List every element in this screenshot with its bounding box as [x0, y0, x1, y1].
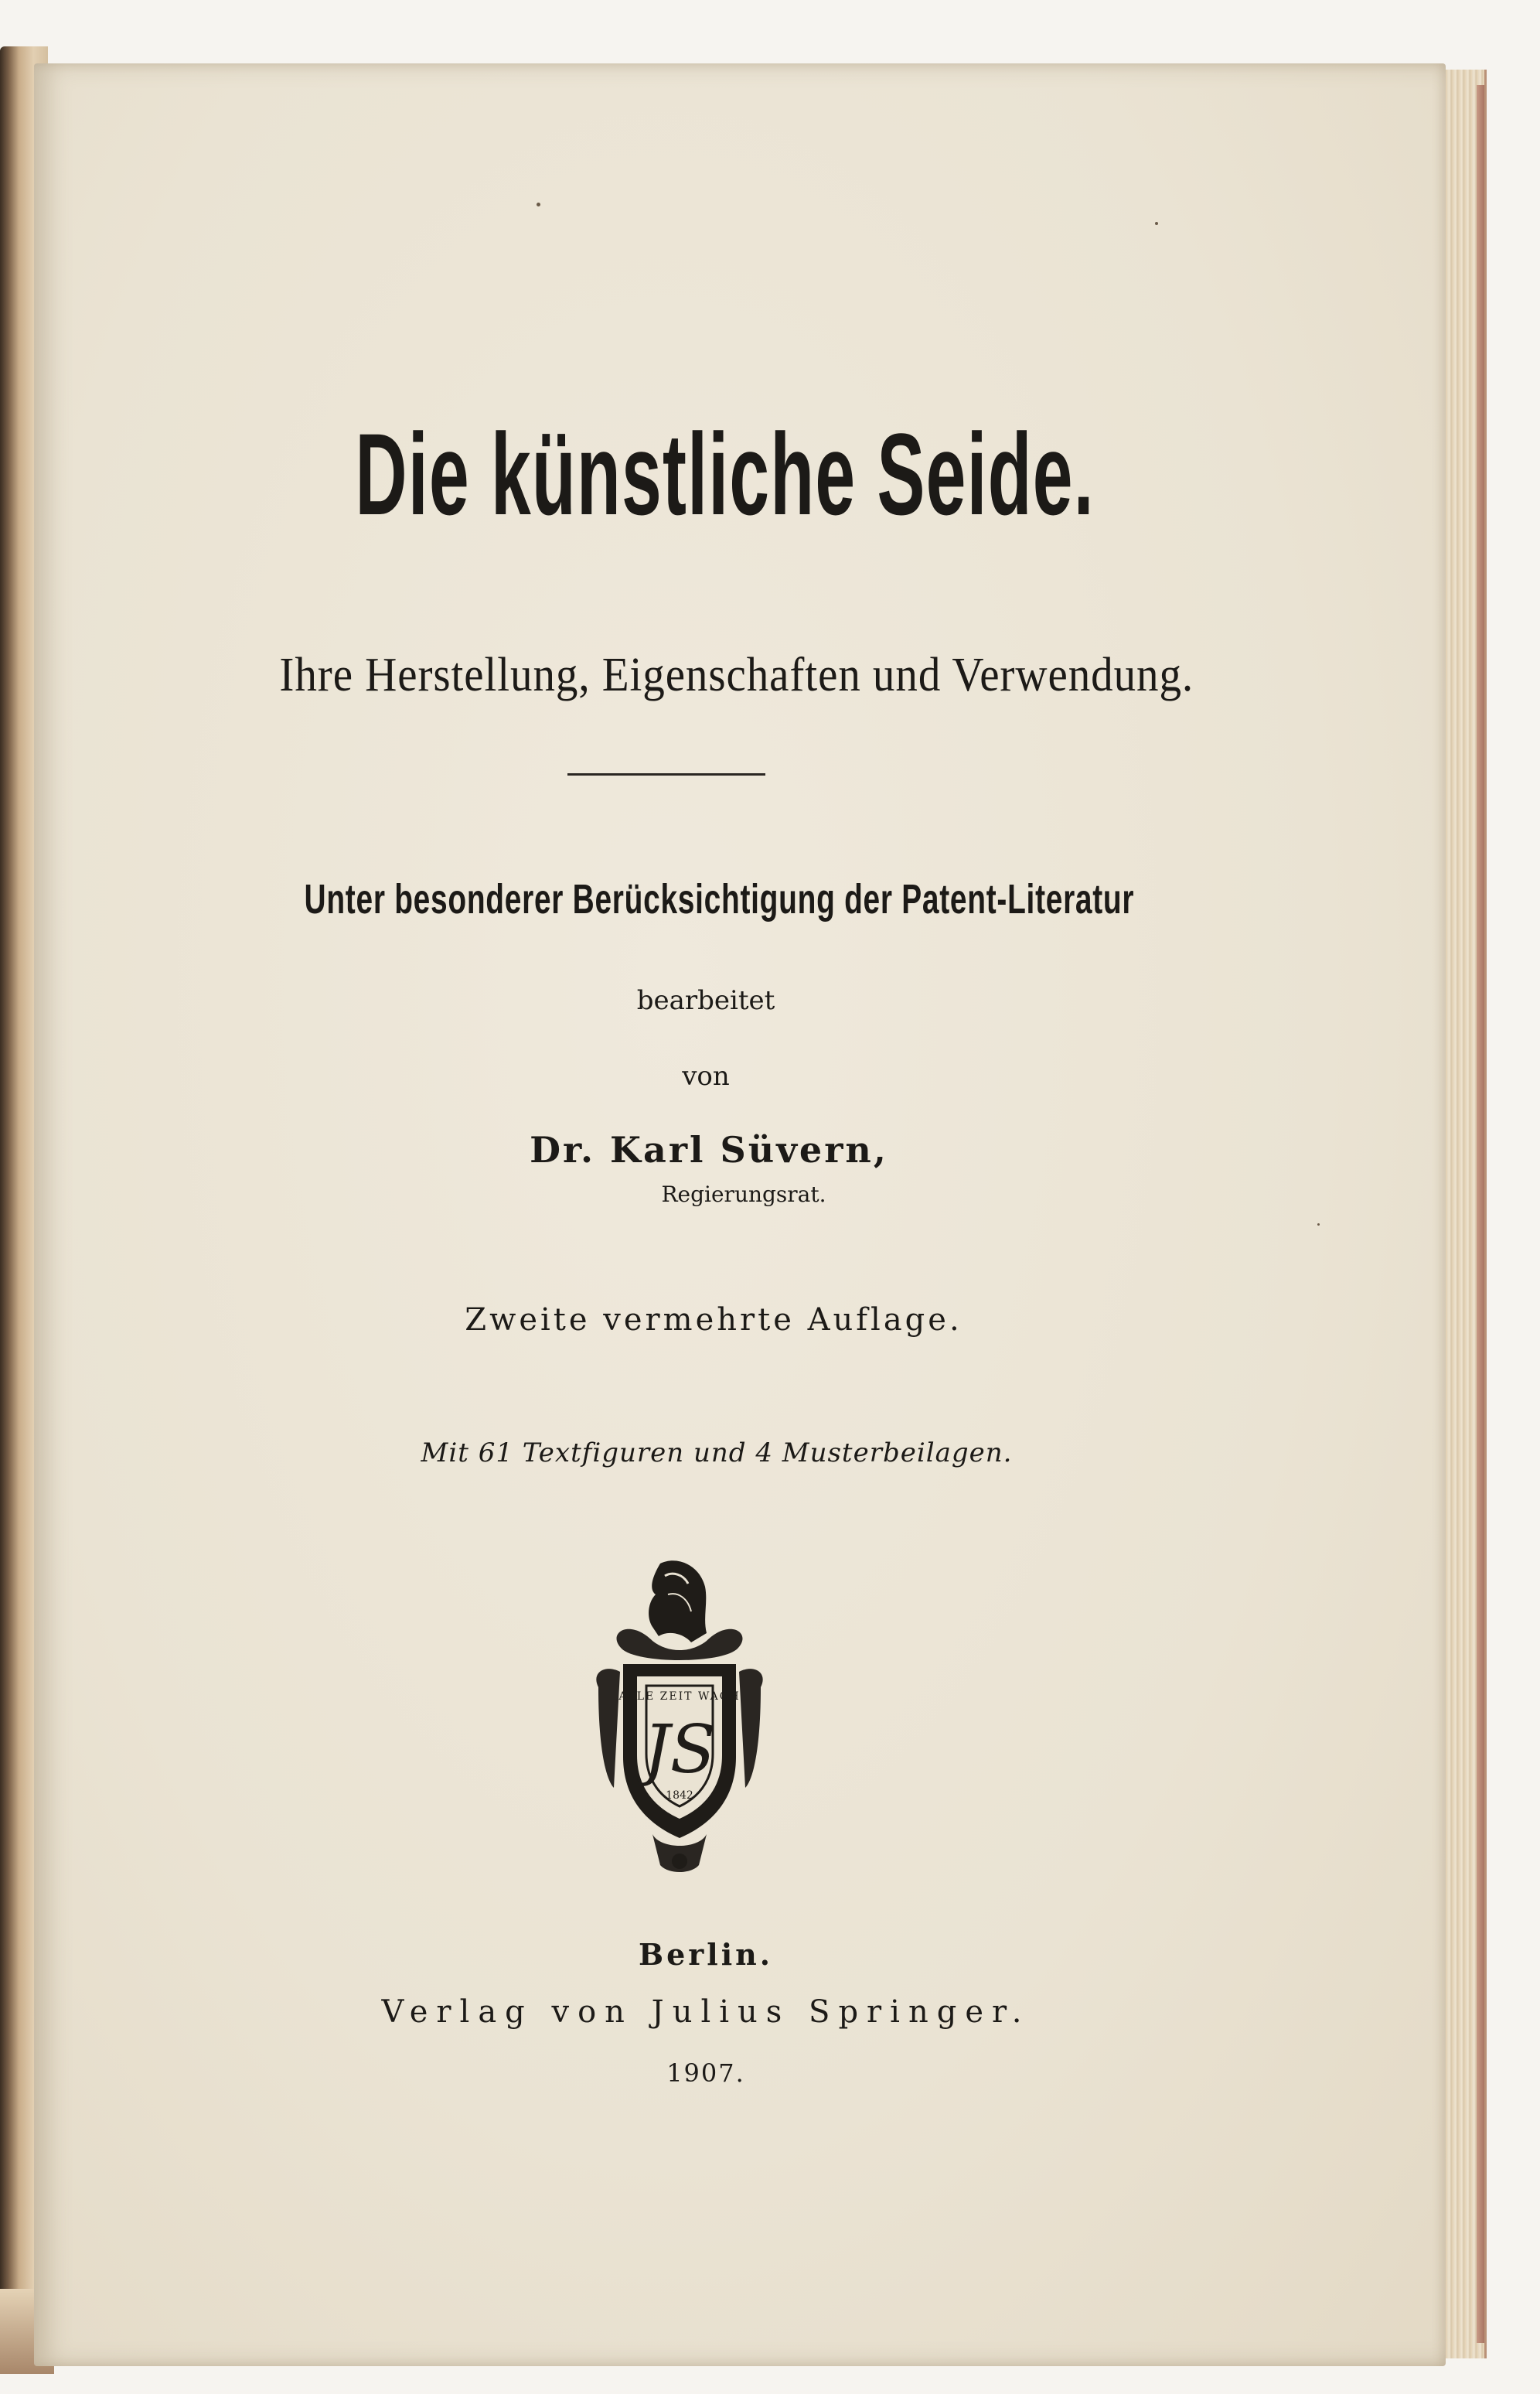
paper-speck	[1155, 222, 1158, 225]
publication-year: 1907.	[666, 2058, 745, 2088]
author-name: Dr. Karl Süvern,	[530, 1129, 888, 1171]
emblem-monogram: JS	[643, 1711, 716, 1789]
title-page	[34, 63, 1446, 2366]
knight-horse-emblem-icon	[575, 1556, 784, 1881]
publisher-name: Verlag von Julius Springer.	[381, 1994, 1031, 2030]
book-subtitle: Ihre Herstellung, Eigenschaften und Verwendung.	[279, 649, 1194, 701]
special-note: Unter besonderer Berücksichtigung der Patent-Literatur	[304, 876, 1135, 922]
page-stack-edge	[1477, 85, 1484, 2343]
emblem-year: 1842	[666, 1789, 693, 1802]
author-title: Regierungsrat.	[661, 1182, 826, 1207]
by-label: von	[682, 1061, 730, 1092]
edition-note: Zweite vermehrte Auflage.	[465, 1302, 962, 1338]
figures-note: Mit 61 Textfiguren und 4 Musterbeilagen.	[421, 1437, 1013, 1468]
emblem-motto: ALLE ZEIT WACH	[618, 1690, 741, 1703]
divider-rule	[567, 773, 765, 776]
edited-label: bearbeitet	[636, 985, 775, 1016]
paper-speck	[1317, 1223, 1320, 1226]
publisher-city: Berlin.	[638, 1937, 774, 1972]
paper-speck	[537, 203, 540, 206]
book-title: Die künstliche Seide.	[355, 409, 1095, 539]
